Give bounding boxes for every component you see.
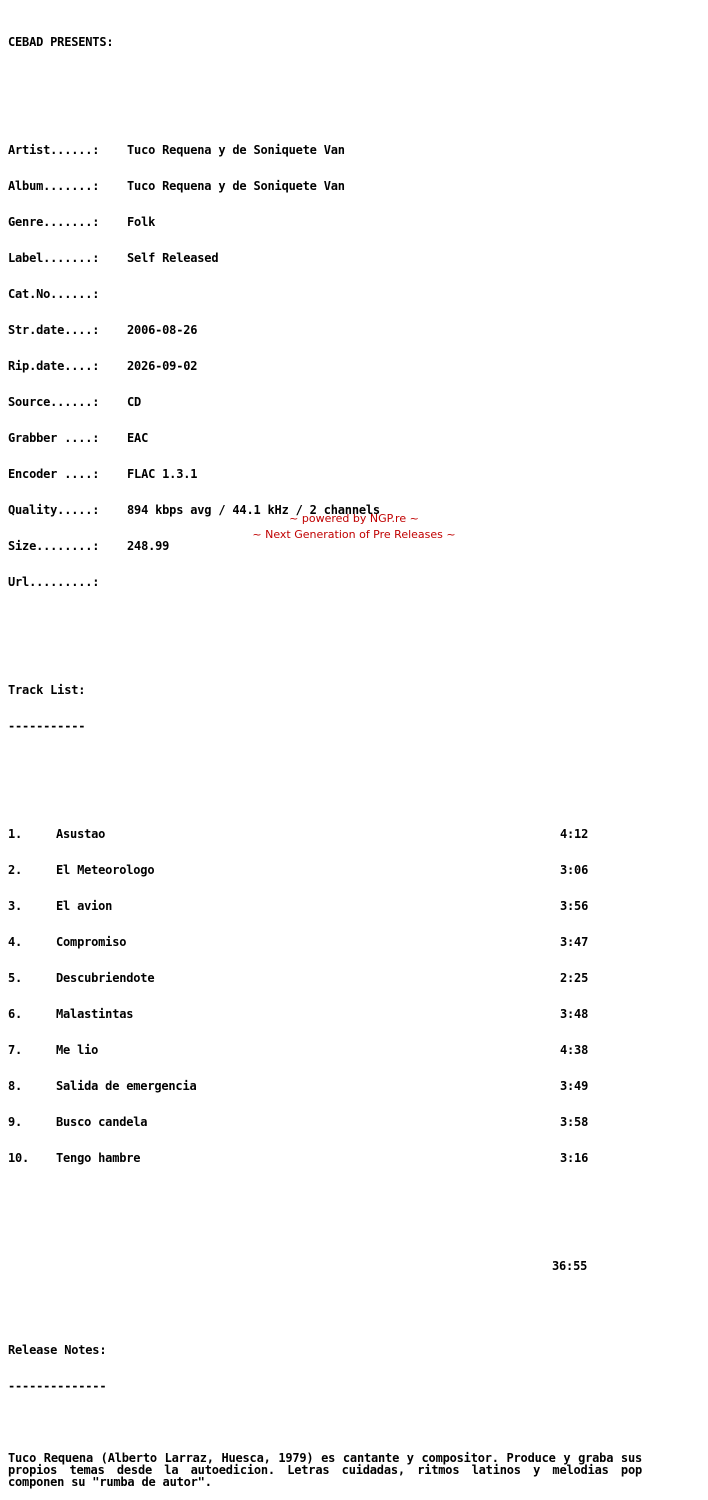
track-row (8, 972, 642, 984)
track-row (8, 900, 642, 912)
field-value: 894 kbps avg / 44.1 kHz / 2 channels (127, 503, 380, 517)
field-source (8, 396, 642, 408)
field-key: Size........: (8, 539, 100, 553)
field-key: Grabber ....: (8, 431, 100, 445)
field-genre (8, 216, 642, 228)
track-title: Compromiso (56, 935, 127, 949)
field-value: FLAC 1.3.1 (127, 467, 198, 481)
tracklist-heading: Track List: (8, 683, 86, 697)
field-key: Artist......: (8, 143, 100, 157)
field-strdate (8, 324, 642, 336)
release-notes-heading: Release Notes: (8, 1343, 107, 1357)
field-ripdate (8, 360, 642, 372)
track-title: Tengo hambre (56, 1151, 141, 1165)
field-key: Label.......: (8, 251, 100, 265)
track-row (8, 936, 642, 948)
track-number: 9. (8, 1115, 23, 1129)
field-catno (8, 288, 642, 300)
field-label (8, 252, 642, 264)
field-value: EAC (127, 431, 149, 445)
field-value: 2006-08-26 (127, 323, 198, 337)
track-number: 8. (8, 1079, 23, 1093)
track-title: Busco candela (56, 1115, 148, 1129)
field-key: Source......: (8, 395, 100, 409)
track-row (8, 1008, 642, 1020)
field-value: Self Released (127, 251, 219, 265)
field-value: 248.99 (127, 539, 170, 553)
field-value: CD (127, 395, 142, 409)
track-title: Malastintas (56, 1007, 134, 1021)
field-album (8, 180, 642, 192)
field-key: Url.........: (8, 575, 100, 589)
track-number: 6. (8, 1007, 23, 1021)
track-row (8, 1044, 642, 1056)
nfo-document (8, 12, 642, 1500)
field-grabber (8, 432, 642, 444)
track-duration: 4:12 (560, 827, 589, 841)
field-artist (8, 144, 642, 156)
track-duration: 4:38 (560, 1043, 589, 1057)
track-duration: 3:16 (560, 1151, 589, 1165)
tracklist-underline: ----------- (8, 719, 86, 733)
field-key: Quality.....: (8, 503, 100, 517)
track-duration: 3:58 (560, 1115, 589, 1129)
track-number: 1. (8, 827, 23, 841)
track-row (8, 828, 642, 840)
track-title: El avion (56, 899, 113, 913)
track-duration: 2:25 (560, 971, 589, 985)
track-title: Salida de emergencia (56, 1079, 197, 1093)
track-title: Descubriendote (56, 971, 155, 985)
track-title: El Meteorologo (56, 863, 155, 877)
track-title: Me lio (56, 1043, 99, 1057)
track-duration: 3:56 (560, 899, 589, 913)
field-value: Folk (127, 215, 156, 229)
track-row (8, 1116, 642, 1128)
track-number: 4. (8, 935, 23, 949)
track-row (8, 1080, 642, 1092)
track-row (8, 1152, 642, 1164)
track-duration: 3:47 (560, 935, 589, 949)
track-title: Asustao (56, 827, 106, 841)
field-key: Str.date....: (8, 323, 100, 337)
field-key: Cat.No......: (8, 287, 100, 301)
field-encoder (8, 468, 642, 480)
track-number: 5. (8, 971, 23, 985)
total-duration: 36:55 (552, 1259, 588, 1273)
track-number: 2. (8, 863, 23, 877)
track-list (8, 804, 642, 1188)
field-key: Genre.......: (8, 215, 100, 229)
track-duration: 3:06 (560, 863, 589, 877)
field-key: Encoder ....: (8, 467, 100, 481)
field-key: Album.......: (8, 179, 100, 193)
field-url (8, 576, 642, 588)
footer-powered-by: ~ powered by NGP.re ~ (289, 512, 419, 525)
track-number: 7. (8, 1043, 23, 1057)
release-notes-text: Tuco Requena (Alberto Larraz, Huesca, 1979) es cantante y compositor. Produce y graba sus propios temas desde la autoedicion. Letras cuidadas, ritmos latinos y melodias pop componen su "rumba de autor". (8, 1451, 642, 1489)
presents-header: CEBAD PRESENTS: (8, 35, 114, 49)
track-number: 10. (8, 1151, 30, 1165)
release-notes-underline: -------------- (8, 1379, 107, 1393)
track-number: 3. (8, 899, 23, 913)
track-duration: 3:49 (560, 1079, 589, 1093)
field-value: 2026-09-02 (127, 359, 198, 373)
field-value: Tuco Requena y de Soniquete Van (127, 143, 345, 157)
track-row (8, 864, 642, 876)
track-duration: 3:48 (560, 1007, 589, 1021)
field-key: Rip.date....: (8, 359, 100, 373)
field-value: Tuco Requena y de Soniquete Van (127, 179, 345, 193)
footer-tagline: ~ Next Generation of Pre Releases ~ (252, 528, 456, 541)
